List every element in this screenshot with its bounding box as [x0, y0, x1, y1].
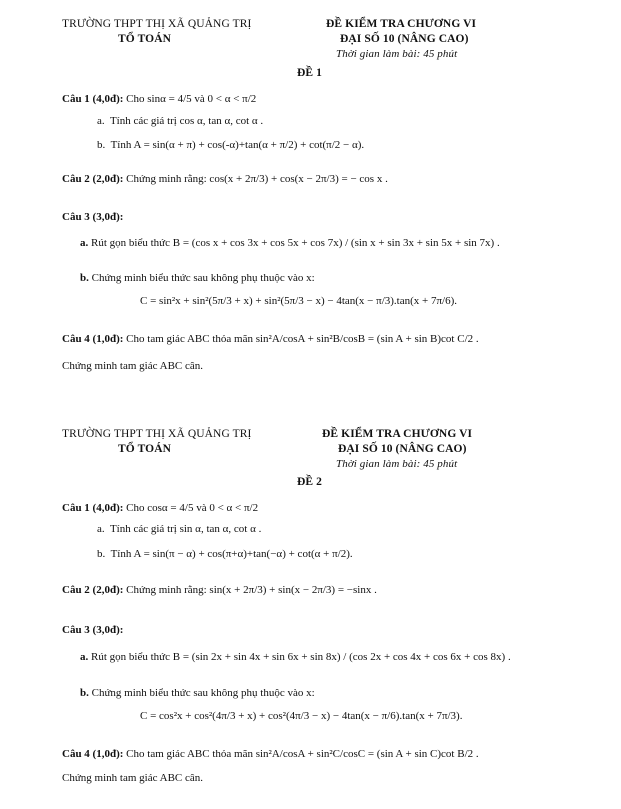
exam-code: ĐỀ 1: [297, 67, 323, 79]
question-1b: b. Tính A = sin(π − α) + cos(π+α)+tan(−α) + cot(α + π/2).: [97, 548, 353, 560]
question-4-conclusion: Chứng minh tam giác ABC cân.: [62, 772, 204, 784]
question-1a: a. Tính các giá trị sin α, tan α, cot α .: [97, 523, 262, 535]
question-1: Câu 1 (4,0đ): Cho cosα = 4/5 và 0 < α < π/2: [62, 502, 259, 514]
question-4: Câu 4 (1,0đ): Cho tam giác ABC thỏa mãn sin²A/cosA + sin²C/cosC = (sin A + sin C)cot B/2 .: [62, 748, 479, 760]
exam-subject: ĐẠI SỐ 10 (NÂNG CAO): [338, 443, 467, 455]
question-3a: a. Rút gọn biểu thức B = (sin 2x + sin 4x + sin 6x + sin 8x) / (cos 2x + cos 4x + cos 6x + cos 8x) .: [80, 651, 511, 663]
question-4-conclusion: Chứng minh tam giác ABC cân.: [62, 360, 204, 372]
exam-title: ĐỀ KIỂM TRA CHƯƠNG VI: [322, 428, 473, 440]
question-3b: b. Chứng minh biểu thức sau không phụ thuộc vào x:: [80, 272, 315, 284]
question-3a: a. Rút gọn biểu thức B = (cos x + cos 3x + cos 5x + cos 7x) / (sin x + sin 3x + sin 5x + sin 7x) .: [80, 237, 500, 249]
exam-code: ĐỀ 2: [297, 476, 323, 488]
question-4: Câu 4 (1,0đ): Cho tam giác ABC thỏa mãn sin²A/cosA + sin²B/cosB = (sin A + sin B)cot C/2 .: [62, 333, 479, 345]
question-1a: a. Tính các giá trị cos α, tan α, cot α .: [97, 115, 264, 127]
department: TỔ TOÁN: [118, 33, 172, 45]
exam-time: Thời gian làm bài: 45 phút: [336, 48, 458, 60]
department: TỔ TOÁN: [118, 443, 172, 455]
exam-title: ĐỀ KIỂM TRA CHƯƠNG VI: [326, 18, 477, 30]
question-3b-expression: C = sin²x + sin²(5π/3 + x) + sin²(5π/3 − x) − 4tan(x − π/3).tan(x + 7π/6).: [140, 295, 457, 307]
question-2: Câu 2 (2,0đ): Chứng minh rằng: cos(x + 2π/3) + cos(x − 2π/3) = − cos x .: [62, 173, 388, 185]
question-2: Câu 2 (2,0đ): Chứng minh rằng: sin(x + 2π/3) + sin(x − 2π/3) = −sinx .: [62, 584, 377, 596]
school-name: TRƯỜNG THPT THỊ XÃ QUẢNG TRỊ: [62, 18, 252, 30]
exam-time: Thời gian làm bài: 45 phút: [336, 458, 458, 470]
school-name: TRƯỜNG THPT THỊ XÃ QUẢNG TRỊ: [62, 428, 252, 440]
question-3b: b. Chứng minh biểu thức sau không phụ thuộc vào x:: [80, 687, 315, 699]
question-3: Câu 3 (3,0đ):: [62, 624, 124, 636]
question-1: Câu 1 (4,0đ): Cho sinα = 4/5 và 0 < α < π/2: [62, 93, 257, 105]
question-3b-expression: C = cos²x + cos²(4π/3 + x) + cos²(4π/3 − x) − 4tan(x − π/6).tan(x + 7π/3).: [140, 710, 463, 722]
question-3: Câu 3 (3,0đ):: [62, 211, 124, 223]
question-1b: b. Tính A = sin(α + π) + cos(-α)+tan(α + π/2) + cot(π/2 − α).: [97, 139, 365, 151]
exam-subject: ĐẠI SỐ 10 (NÂNG CAO): [340, 33, 469, 45]
